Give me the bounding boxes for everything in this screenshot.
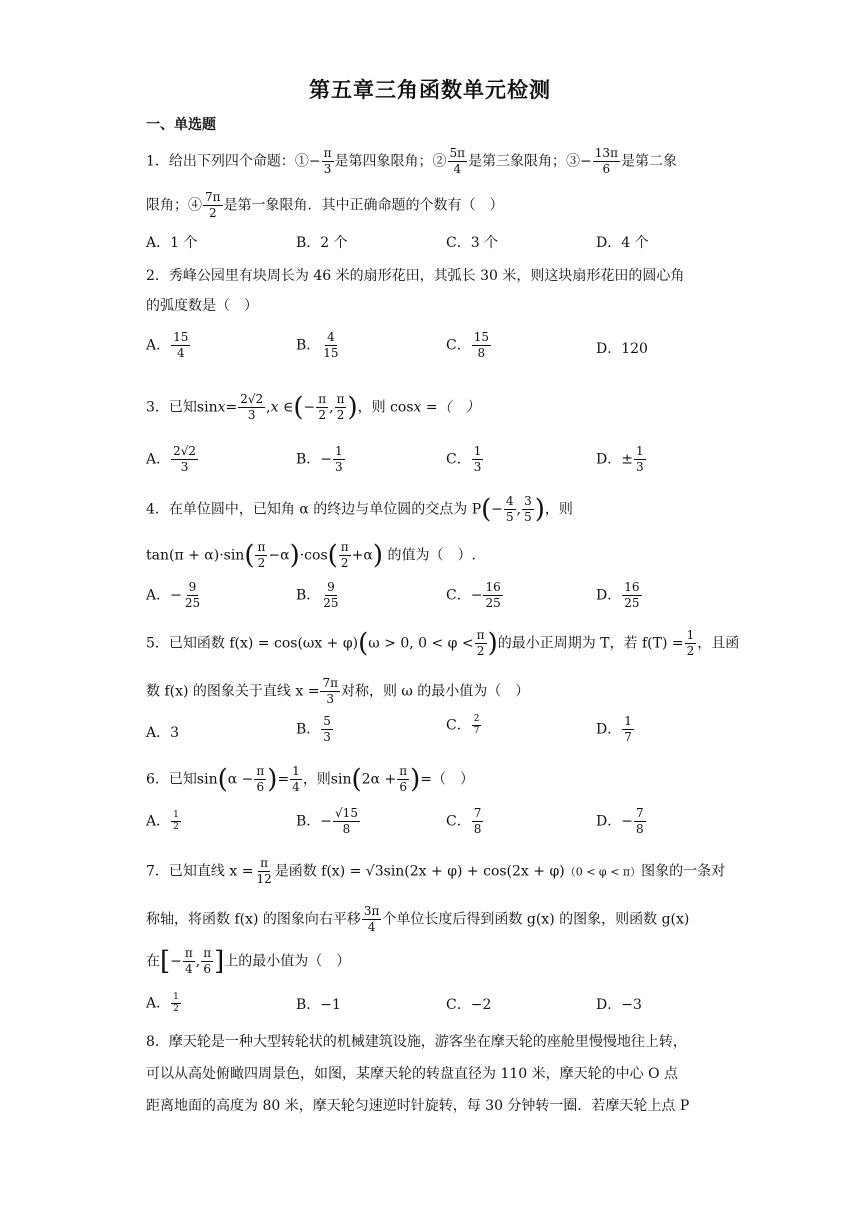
- q7-option-d: D．−3: [596, 997, 642, 1013]
- q5-line-2: 数 f(x) 的图象关于直线 x = $\frac{7\pi}{3}$ 对称，则 ω 的最小值为（ ）: [146, 676, 530, 706]
- q6-option-a: A． $\frac{1}{2}$: [146, 810, 179, 832]
- q2-option-a: A． $\frac{15}{4}$: [146, 330, 189, 360]
- fraction: $\frac{\pi}{3}$: [323, 146, 332, 176]
- q3-option-c: C． $\frac{1}{3}$: [446, 444, 482, 474]
- q7-option-b: B．−1: [296, 997, 341, 1013]
- q4-line-1: 4．在单位圆中，已知角 α 的终边与单位圆的交点为 P(− $\frac{4}{5}$ , $\frac{3}{5}$ )，则: [146, 494, 573, 525]
- q8-line-2: 可以从高处俯瞰四周景色，如图，某摩天轮的转盘直径为 110 米，摩天轮的中心 O 点: [146, 1066, 678, 1082]
- q3-option-b: B．− $\frac{1}{3}$: [296, 444, 343, 474]
- q2-option-b: B． $\frac{4}{15}$: [296, 330, 339, 360]
- q4-line-2: tan(π + α)·sin( $\frac{\pi}{2}$ −α)·cos( $\frac{\pi}{2}$ +α) 的值为（ ）.: [146, 540, 476, 571]
- q1-option-c: C．3 个: [446, 235, 499, 251]
- q3-line-1: 3．已知sinx= $\frac{2√2}{3}$ ,x ∈(− $\frac{\pi}{2}$ , $\frac{\pi}{2}$ )，则 cosx =（ ）: [146, 392, 480, 423]
- q1-line-1: 1．给出下列四个命题：①− $\frac{\pi}{3}$ 是第四象限角；② $\frac{5\pi}{4}$ 是第三象限角；③− $\frac{13\pi}{6}$ 是第二象: [146, 146, 677, 176]
- q7-option-c: C．−2: [446, 997, 492, 1013]
- q6-line-1: 6．已知sin(α − $\frac{\pi}{6}$ )= $\frac{1}{4}$ ，则sin(2α + $\frac{\pi}{6}$ )=（ ）: [146, 764, 474, 795]
- q3-option-d: D．± $\frac{1}{3}$: [596, 444, 644, 474]
- q3-option-a: A． $\frac{2√2}{3}$: [146, 444, 197, 474]
- q1-option-a: A．1 个: [146, 235, 198, 251]
- q8-line-1: 8．摩天轮是一种大型转轮状的机械建筑设施，游客坐在摩天轮的座舱里慢慢地往上转，: [146, 1034, 687, 1050]
- q2-option-d: D．120: [596, 341, 648, 357]
- q7-line-1: 7．已知直线 x = $\frac{\pi}{12}$ 是函数 f(x) = √3sin(2x + φ) + cos(2x + φ)（0 < φ < π）图象的一条对: [146, 856, 726, 886]
- fraction: $\frac{7\pi}{2}$: [205, 190, 221, 220]
- q8-line-3: 距离地面的高度为 80 米，摩天轮匀速逆时针旋转，每 30 分钟转一圈．若摩天轮上点 P: [146, 1098, 690, 1114]
- q2-line-1: 2．秀峰公园里有块周长为 46 米的扇形花田，其弧长 30 米，则这块扇形花田的圆心角: [146, 268, 685, 284]
- page-title: 第五章三角函数单元检测: [309, 77, 551, 102]
- q4-option-c: C．− $\frac{16}{25}$: [446, 580, 501, 610]
- section-heading: 一、单选题: [146, 117, 216, 133]
- q4-option-b: B． $\frac{9}{25}$: [296, 580, 339, 610]
- q5-option-c: C． $\frac{2}{7}$: [446, 714, 480, 736]
- q6-option-c: C． $\frac{7}{8}$: [446, 806, 482, 836]
- fraction: $\frac{13\pi}{6}$: [594, 146, 618, 176]
- q6-option-d: D．− $\frac{7}{8}$: [596, 806, 644, 836]
- q6-option-b: B．− $\frac{√15}{8}$: [296, 806, 358, 836]
- q2-line-2: 的弧度数是（ ）: [146, 298, 258, 314]
- q4-option-a: A．− $\frac{9}{25}$: [146, 580, 201, 610]
- q2-option-c: C． $\frac{15}{8}$: [446, 330, 489, 360]
- q5-line-1: 5．已知函数 f(x) = cos(ωx + φ)(ω > 0, 0 < φ < $\frac{\pi}{2}$ )的最小正周期为 T，若 f(T) = $\frac{1}{2}$ ，且函: [146, 628, 740, 659]
- fraction: $\frac{5\pi}{4}$: [449, 146, 466, 176]
- q7-option-a: A． $\frac{1}{2}$: [146, 992, 179, 1014]
- q1-option-d: D．4 个: [596, 235, 649, 251]
- q1-option-b: B．2 个: [296, 235, 348, 251]
- q7-line-3: 在[− $\frac{\pi}{4}$ , $\frac{\pi}{6}$ ]上的最小值为（ ）: [146, 946, 351, 977]
- q7-line-2: 称轴，将函数 f(x) 的图象向右平移 $\frac{3\pi}{4}$ 个单位长度后得到函数 g(x) 的图象，则函数 g(x): [146, 904, 690, 934]
- q1-line-2: 限角；④ $\frac{7\pi}{2}$ 是第一象限角．其中正确命题的个数有（ ）: [146, 190, 504, 220]
- q4-option-d: D． $\frac{16}{25}$: [596, 580, 640, 610]
- q5-option-b: B． $\frac{5}{3}$: [296, 714, 331, 744]
- q5-option-a: A．3: [146, 725, 180, 741]
- q5-option-d: D． $\frac{1}{7}$: [596, 714, 632, 744]
